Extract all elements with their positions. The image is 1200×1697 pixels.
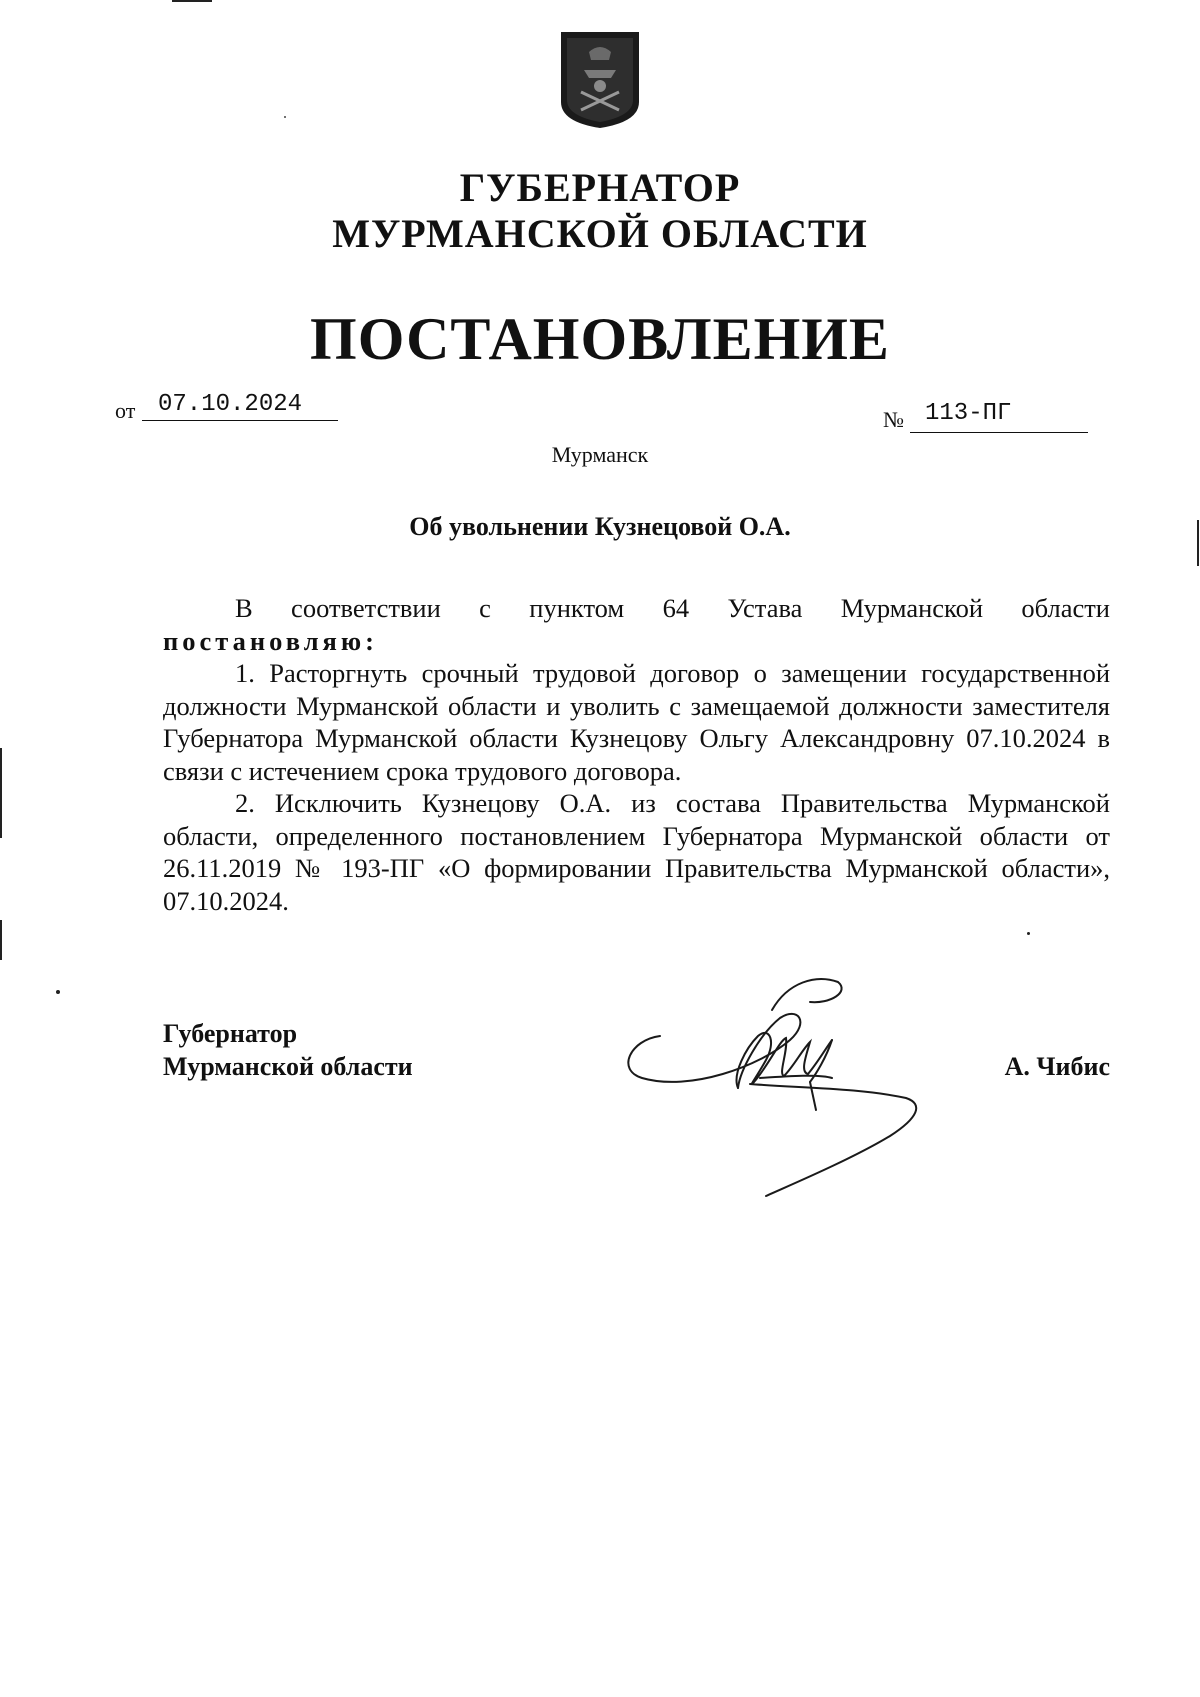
- resolve-word: [163, 625, 1110, 658]
- authority-line-1: ГУБЕРНАТОР: [459, 165, 741, 210]
- number-prefix: №: [883, 407, 904, 432]
- document-type-title: ПОСТАНОВЛЕНИЕ: [310, 306, 890, 372]
- resolve-word-text: постановляю:: [163, 625, 378, 656]
- document-date: 07.10.2024: [158, 391, 303, 418]
- authority-line-2: МУРМАНСКОЙ ОБЛАСТИ: [332, 211, 868, 256]
- coat-of-arms-icon: [559, 30, 641, 130]
- left-margin-mark: [0, 748, 2, 838]
- left-margin-mark: [0, 920, 2, 960]
- document-body: [163, 592, 1110, 917]
- handwritten-signature: [620, 970, 940, 1220]
- right-margin-mark: [1197, 520, 1199, 566]
- date-prefix: от: [115, 398, 136, 423]
- date-underline: [142, 420, 338, 421]
- number-underline: [910, 432, 1088, 433]
- scan-artifact: [172, 0, 212, 2]
- document-subject: Об увольнении Кузнецовой О.А.: [409, 512, 791, 541]
- scan-dot: [284, 116, 286, 118]
- item-1: 1. Расторгнуть срочный трудовой договор о замещении государственной должности Мурманской области и уволить с замещаемой должности заместителя Губернатора Мурманской области Кузнецову Ольгу Александровну 07.10.2024 в связи с истечением срока трудового договора.: [163, 658, 1110, 786]
- scan-dot: [1027, 932, 1030, 935]
- item-2: 2. Исключить Кузнецову О.А. из состава Правительства Мурманской области, определенного постановлением Губернатора Мурманской области от 26.11.2019 № 193-ПГ «О формировании Правительства Мурманской области», 07.10.2024.: [163, 788, 1110, 916]
- document-number: 113-ПГ: [925, 400, 1012, 427]
- signatory-name: А. Чибис: [1004, 1052, 1110, 1081]
- signatory-position: [163, 1017, 413, 1083]
- signatory-position-line-1: Губернатор: [163, 1019, 298, 1048]
- signatory-position-line-2: Мурманской области: [163, 1052, 413, 1081]
- city: Мурманск: [551, 442, 649, 467]
- scan-dot: [56, 990, 60, 994]
- preamble: В соответствии с пунктом 64 Устава Мурманской области: [235, 593, 1110, 623]
